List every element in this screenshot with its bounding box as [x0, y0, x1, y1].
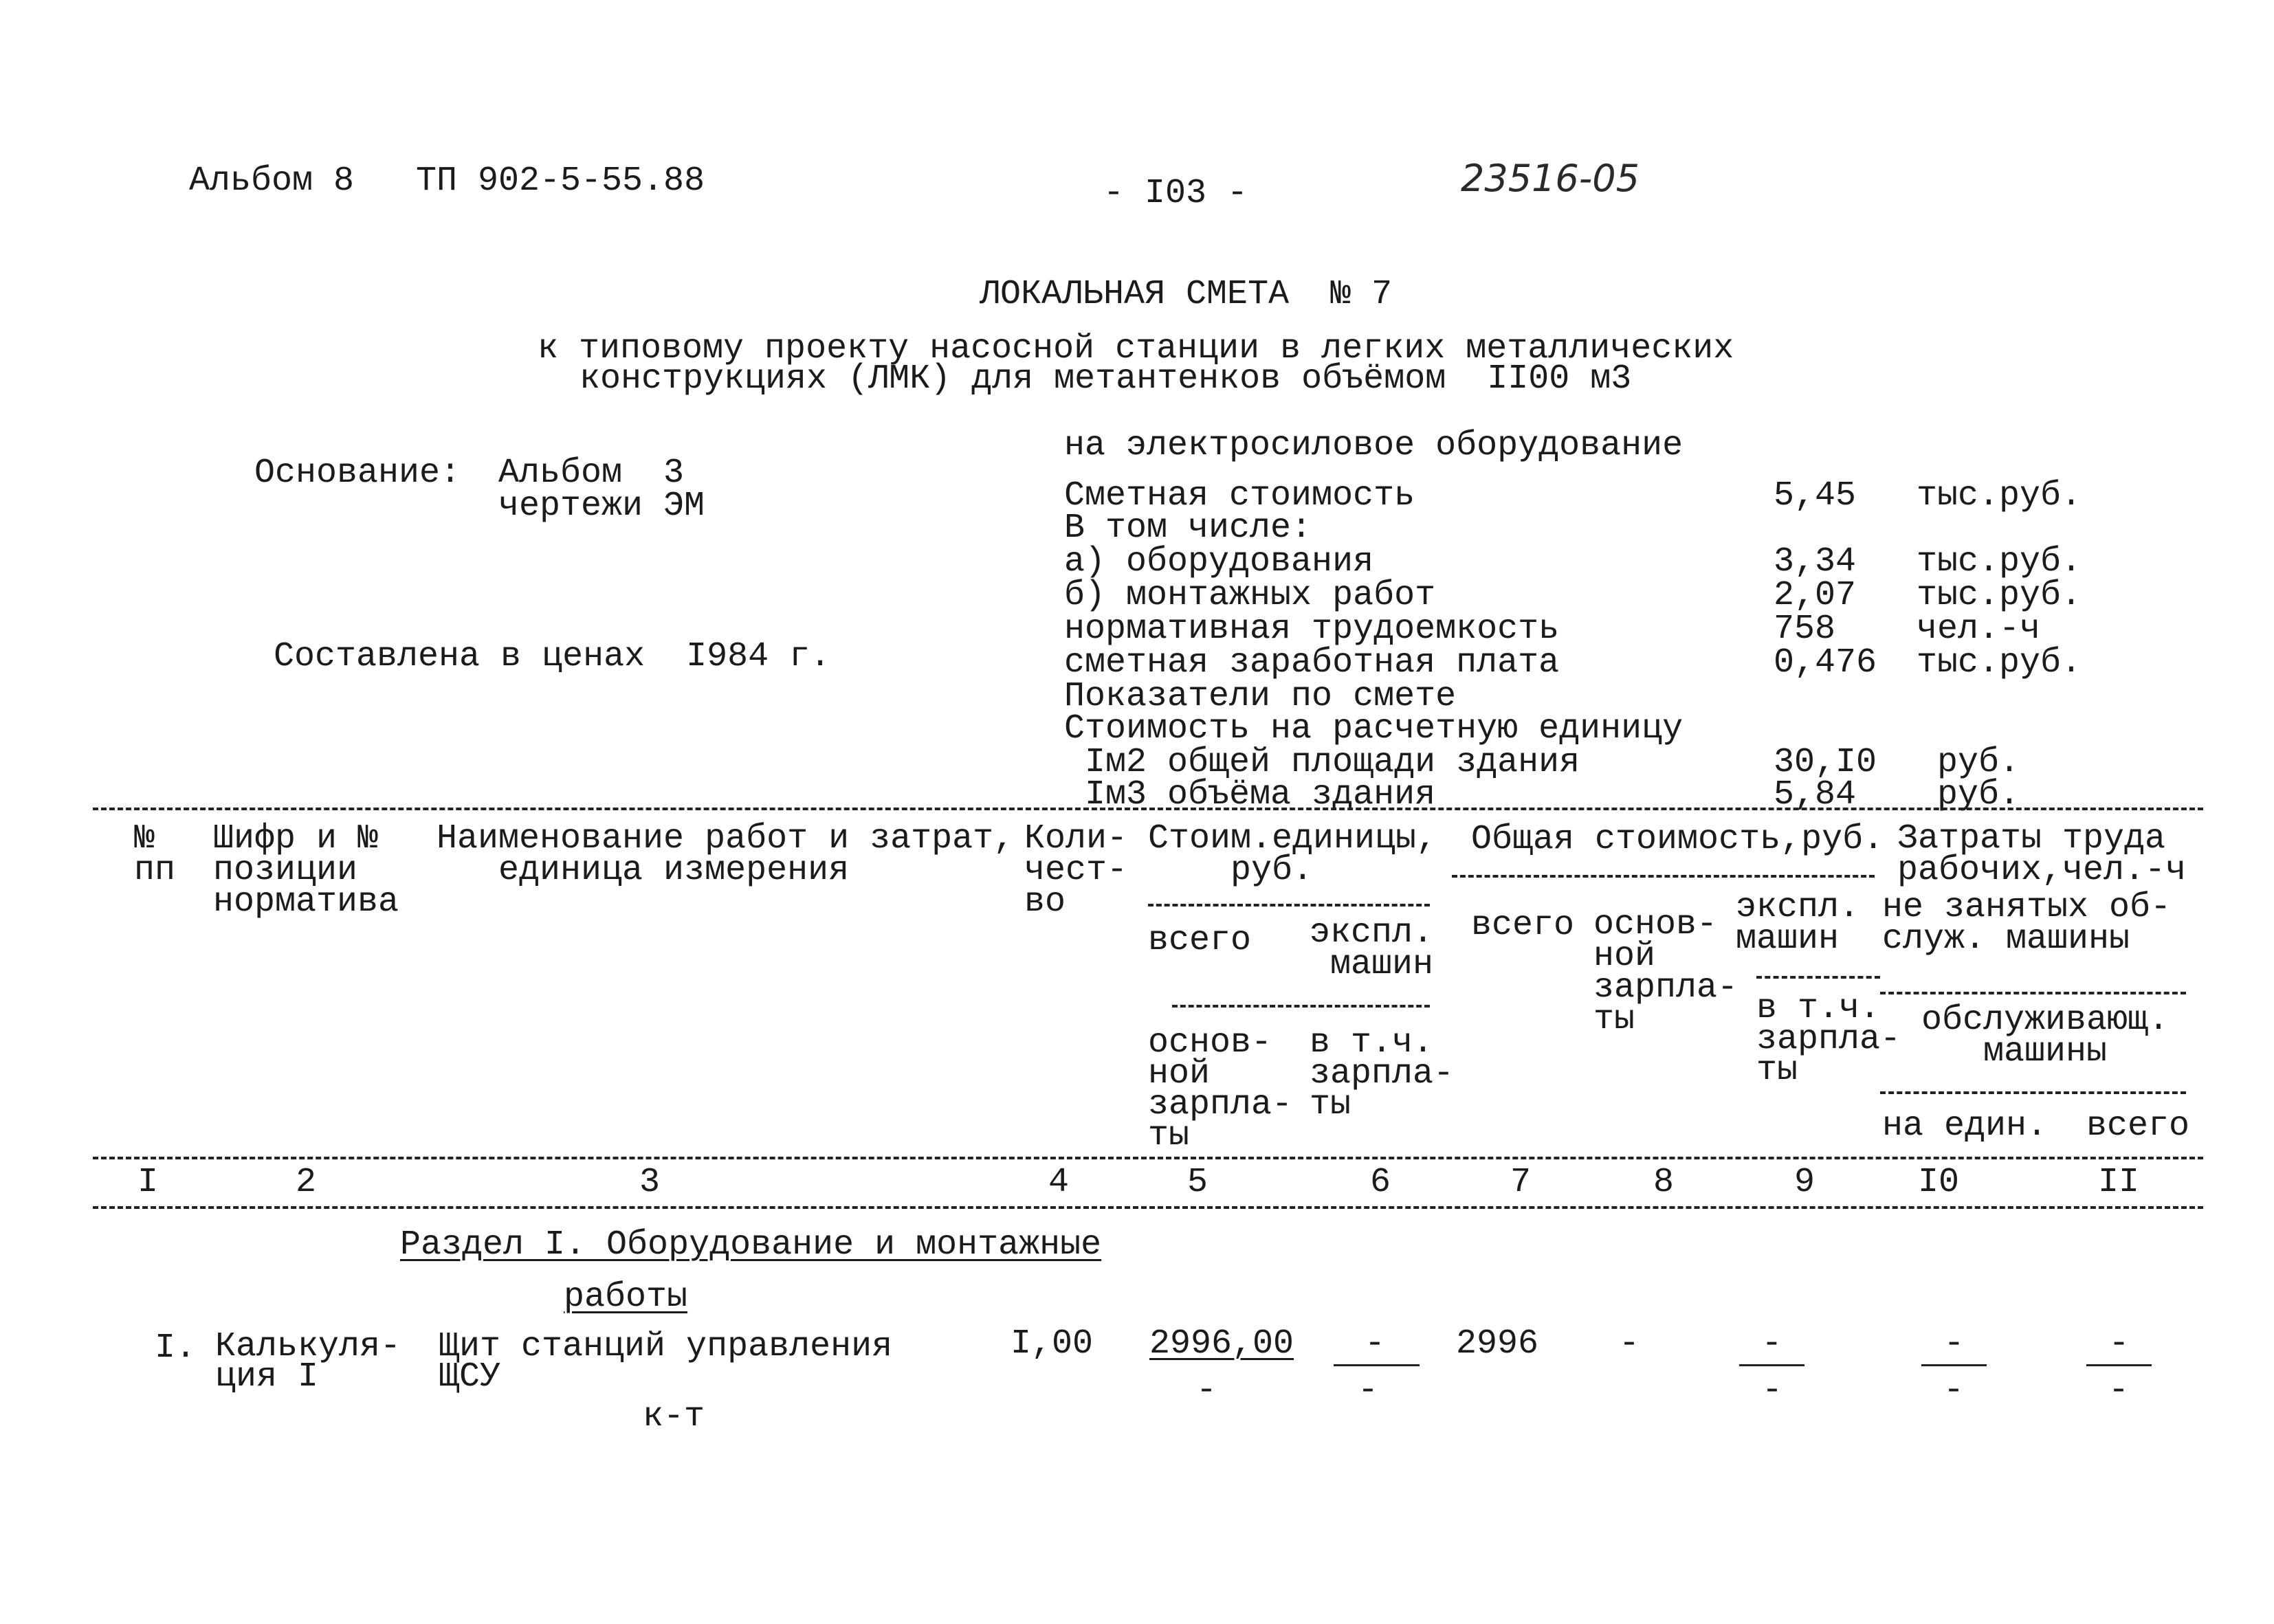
summary-unit: тыс.руб.: [1917, 643, 2082, 682]
column-number: 2: [295, 1163, 316, 1202]
row-num: I.: [155, 1328, 197, 1368]
page-title: ЛОКАЛЬНАЯ СМЕТА № 7: [980, 275, 1393, 314]
summary-value: 5,84: [1774, 775, 1857, 814]
row-c6-machines: -: [1364, 1324, 1385, 1364]
header-c8-wages: основ- ной зарпла- ты: [1593, 905, 1738, 1039]
column-number: 7: [1510, 1163, 1531, 1202]
row-code: Калькуля- ция I: [215, 1327, 401, 1397]
row-c6-rule: [1334, 1364, 1420, 1366]
row-c10-per-unit: -: [1943, 1324, 1965, 1364]
subtitle-line-2: конструкциях (ЛМК) для метантенков объёмом II00 м3: [579, 359, 1632, 399]
subtitle-line-1: к типовому проекту насосной станции в легких металлических: [538, 329, 1734, 368]
section-title-cont: работы: [564, 1278, 688, 1317]
row-c9-wages: -: [1761, 1371, 1782, 1410]
header-num: № пп: [134, 819, 176, 890]
header-c9-machines: экспл. машин: [1736, 888, 1860, 959]
column-number: 8: [1653, 1163, 1674, 1202]
summary-label: нормативная трудоемкость: [1064, 610, 1560, 649]
row-c10-rule: [1921, 1364, 1987, 1366]
summary-value: 30,I0: [1774, 743, 1877, 782]
row-c7-total: 2996: [1456, 1324, 1539, 1364]
summary-label: б) монтажных работ: [1064, 576, 1436, 615]
header-name: Наименование работ и затрат, единица измерения: [437, 819, 1015, 890]
document-code: 23516-05: [1461, 157, 1640, 200]
header-qty: Коли- чест- во: [1024, 819, 1128, 922]
row-c11-serviced: -: [2108, 1371, 2129, 1410]
summary-unit: руб.: [1917, 775, 2020, 814]
summary-label: В том числе:: [1064, 509, 1312, 548]
header-c6-wages: в т.ч. зарпла- ты: [1310, 1023, 1455, 1124]
summary-label: сметная заработная плата: [1064, 643, 1560, 682]
row-c5-total: 2996,00: [1149, 1324, 1294, 1364]
row-name: Щит станций управления ЩСУ: [439, 1327, 893, 1397]
summary-label: Сметная стоимость: [1064, 476, 1415, 515]
row-c10-serviced: -: [1943, 1371, 1964, 1410]
summary-label: Iм3 объёма здания: [1064, 775, 1436, 814]
header-c5-wages: основ- ной зарпла- ты: [1148, 1023, 1293, 1155]
column-number: 9: [1793, 1163, 1815, 1202]
column-number: I0: [1917, 1163, 1959, 1202]
row-qty: I,00: [1011, 1324, 1094, 1364]
header-rule-unit-cost-2: [1172, 1005, 1430, 1008]
summary-value: 3,34: [1774, 542, 1857, 581]
page-number: - I03 -: [1103, 174, 1248, 213]
header-rule-labor: [1880, 992, 2186, 994]
column-number: I: [137, 1163, 158, 1202]
summary-label: Стоимость на расчетную единицу: [1064, 709, 1684, 748]
header-code: Шифр и № позиции норматива: [213, 819, 399, 922]
column-numbers-bottom-rule: [93, 1206, 2203, 1209]
table-top-rule: [93, 808, 2203, 810]
summary-value: 5,45: [1774, 476, 1857, 515]
header-rule-unit-cost: [1148, 904, 1430, 906]
summary-heading: на электросиловое оборудование: [1064, 426, 1684, 465]
summary-value: 2,07: [1774, 576, 1857, 615]
summary-unit: тыс.руб.: [1917, 576, 2082, 615]
header-c11-total: всего: [2086, 1106, 2190, 1146]
column-numbers-top-rule: [93, 1157, 2203, 1159]
header-c6-machines: экспл. машин: [1310, 913, 1434, 984]
header-rule-c9: [1756, 976, 1880, 979]
summary-label: а) оборудования: [1064, 542, 1374, 581]
header-c10-per-unit: на един.: [1882, 1106, 2048, 1146]
row-c11-total: -: [2108, 1324, 2130, 1364]
header-total-cost: Общая стоимость,руб.: [1471, 820, 1884, 859]
row-c11-rule: [2086, 1364, 2152, 1366]
album-label: Альбом 8: [189, 162, 355, 201]
basis-value-2: чертежи ЭМ: [498, 487, 705, 526]
header-labor: Затраты труда рабочих,чел.-ч: [1897, 819, 2187, 890]
row-c5-wages: -: [1195, 1371, 1217, 1410]
row-c9-rule: [1739, 1364, 1804, 1366]
summary-label: Iм2 общей площади здания: [1064, 743, 1580, 782]
summary-unit: руб.: [1917, 743, 2020, 782]
basis-value-1: Альбом 3: [498, 454, 685, 493]
summary-label: Показатели по смете: [1064, 677, 1457, 716]
summary-value: 758: [1774, 610, 1836, 649]
header-c9-wages: в т.ч. зарпла- ты: [1756, 989, 1901, 1090]
header-c7-total: всего: [1471, 906, 1575, 945]
summary-value: 0,476: [1774, 643, 1877, 682]
column-number: 3: [639, 1163, 660, 1202]
header-unit-cost: Стоим.единицы, руб.: [1148, 819, 1437, 890]
header-c5-total: всего: [1148, 921, 1252, 960]
summary-unit: тыс.руб.: [1917, 476, 2082, 515]
row-c8-wages: -: [1618, 1324, 1640, 1364]
header-rule-total-cost: [1452, 875, 1875, 878]
header-labor-serviced: обслуживающ. машины: [1921, 1001, 2170, 1071]
header-labor-unserviced: не занятых об- служ. машины: [1882, 888, 2172, 959]
column-number: 5: [1186, 1163, 1208, 1202]
basis-label: Основание:: [254, 454, 461, 493]
row-c9-machines: -: [1761, 1324, 1782, 1364]
column-number: 4: [1048, 1163, 1069, 1202]
column-number: 6: [1369, 1163, 1391, 1202]
row-c6-wages: -: [1357, 1371, 1378, 1410]
section-title: Раздел I. Оборудование и монтажные: [400, 1225, 1102, 1265]
summary-unit: чел.-ч: [1917, 610, 2041, 649]
project-number: ТП 902-5-55.88: [416, 162, 705, 201]
price-basis: Составлена в ценах I984 г.: [274, 637, 831, 676]
summary-unit: тыс.руб.: [1917, 542, 2082, 581]
column-number: II: [2097, 1163, 2139, 1202]
header-rule-labor-2: [1880, 1091, 2186, 1094]
row-unit: к-т: [643, 1397, 705, 1436]
